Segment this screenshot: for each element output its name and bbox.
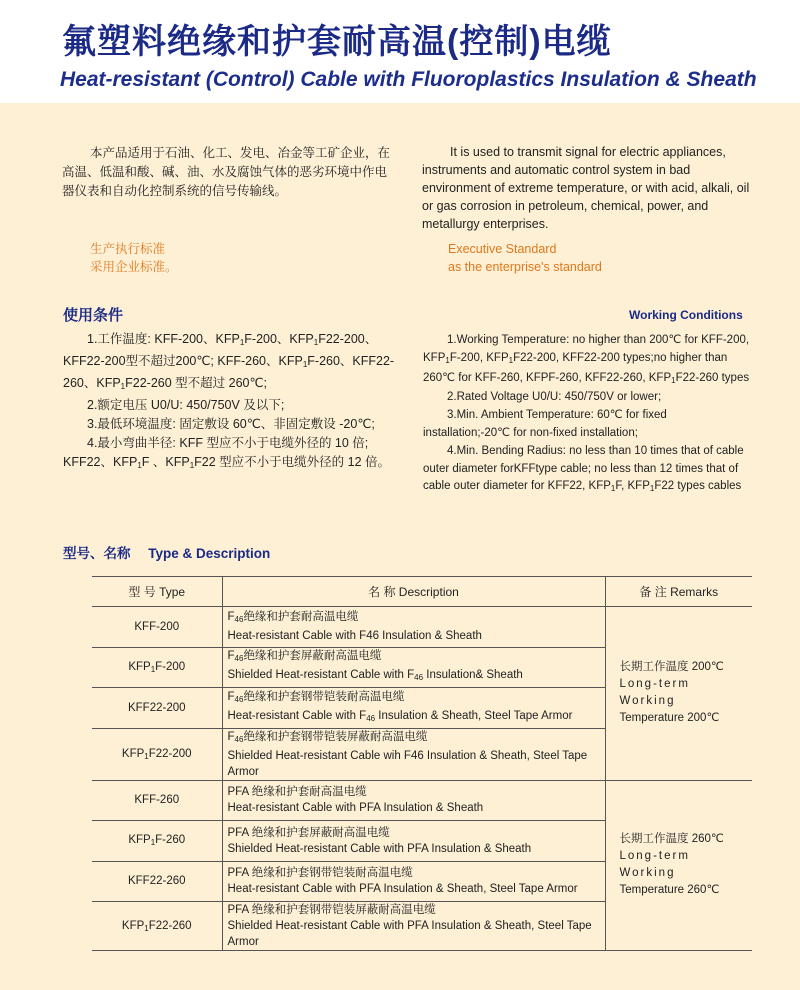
table-row [92, 780, 752, 821]
type-cell [92, 902, 222, 951]
intro-chinese: 本产品适用于石油、化工、发电、冶金等工矿企业，在高温、低温和酸、碱、油、水及腐蚀气体的恶劣环境中作电器仪表和自动化控制系统的信号传输线。 [62, 146, 391, 198]
table-row [92, 607, 752, 648]
remark-line: Temperature 200℃ [619, 712, 720, 725]
section-heading-cn: 型号、名称 [63, 546, 131, 561]
standard-label: Executive Standard [448, 242, 557, 256]
text-segment: F-200 [155, 660, 186, 673]
text-segment: PFA 绝缘和护套钢带铠装屏蔽耐高温电缆 [227, 904, 436, 916]
type-cell [92, 821, 222, 862]
subscript: 1 [189, 461, 195, 470]
text-segment: 绝缘和护套钢带铠装屏蔽耐高温电缆 [243, 730, 428, 743]
condition-item [423, 443, 757, 498]
type-cell [92, 861, 222, 902]
text-segment: Shielded Heat-resistant Cable with PFA Insulation & Sheath, Steel Tape Armor [227, 920, 592, 948]
description-cn [228, 729, 600, 748]
subscript: 1 [649, 484, 655, 494]
text-segment: F22-200, KFF22-200 types;no higher than 260℃ for KFF-260, KFPF-260, KFF22-260, KFP [423, 351, 728, 384]
description-en [228, 708, 600, 727]
remark-line: Long-term Working [619, 678, 690, 708]
text-segment: KFF22-200 [127, 701, 186, 714]
text-segment: 2.Rated Voltage U0/U: 450/750V or lower; [447, 391, 662, 404]
type-cell [92, 688, 222, 729]
title-chinese: 氟塑料绝缘和护套耐高温(控制)电缆 [62, 23, 612, 61]
subscript: 46 [366, 713, 376, 723]
description-cn [228, 784, 600, 800]
text-segment: 绝缘和护套耐高温电缆 [243, 611, 359, 624]
text-segment: F22-200、KFF22-200型不超过200℃; KFF-260、KFP [63, 332, 378, 368]
text-segment: 4.最小弯曲半径: KFF 型应不小于电缆外径的 10 倍; KFF22、KFP [63, 436, 369, 469]
text-segment: F22 型应不小于电缆外径的 12 倍。 [194, 455, 391, 469]
subscript: 1 [137, 461, 142, 470]
subscript: 1 [150, 838, 156, 848]
subscript: 1 [302, 360, 308, 369]
text-segment: F-260 [155, 834, 186, 847]
description-cn [228, 902, 600, 918]
standard-english [448, 240, 602, 276]
description-cn [228, 609, 600, 628]
text-segment: F22-200 [148, 747, 192, 760]
description-en [228, 918, 600, 950]
description-cell [222, 647, 605, 688]
description-cn [228, 865, 600, 881]
conditions-heading-cn: 使用条件 [63, 307, 124, 324]
description-cn [228, 825, 600, 841]
remarks-cell [605, 607, 752, 781]
subscript: 46 [234, 694, 244, 704]
description-en [228, 667, 600, 686]
description-cell [222, 728, 605, 780]
type-cell [92, 780, 222, 821]
description-en [228, 628, 600, 644]
condition-item [63, 434, 395, 475]
text-segment: Heat-resistant Cable with PFA Insulation & Sheath, Steel Tape Armor [227, 883, 578, 896]
subscript: 1 [144, 923, 149, 933]
text-segment: Heat-resistant Cable with F [227, 709, 367, 722]
conditions-list-cn [63, 330, 395, 475]
remark-line: 长期工作温度 260℃ [619, 833, 724, 846]
condition-item [63, 330, 395, 396]
standard-label: 生产执行标准 [90, 242, 166, 256]
subscript: 1 [671, 375, 676, 385]
text-segment: 绝缘和护套屏蔽耐高温电缆 [243, 650, 382, 663]
text-segment: Shielded Heat-resistant Cable wih F46 Insulation & Sheath, Steel Tape Armor [227, 749, 588, 778]
description-cell [222, 902, 605, 951]
text-segment: PFA 绝缘和护套屏蔽耐高温电缆 [227, 826, 390, 839]
text-segment: 1.Working Temperature: no higher than 200℃ for KFF-200, KFP [423, 334, 750, 364]
conditions-list-en [423, 332, 757, 498]
subscript: 1 [150, 664, 156, 674]
subscript: 1 [144, 751, 149, 761]
description-cell [222, 688, 605, 729]
condition-item [63, 415, 395, 434]
condition-item [423, 389, 757, 407]
description-cell [222, 780, 605, 821]
subscript: 1 [508, 355, 514, 365]
type-cell [92, 647, 222, 688]
text-segment: 绝缘和护套钢带铠装耐高温电缆 [243, 690, 405, 703]
text-segment: F [227, 730, 235, 743]
text-segment: 1.工作温度: KFF-200、KFP [87, 332, 240, 346]
subscript: 46 [234, 654, 244, 664]
text-segment: F [227, 611, 235, 624]
section-heading-en: Type & Description [148, 546, 271, 561]
conditions-heading-en: Working Conditions [629, 308, 743, 322]
text-segment: F-200、KFP [244, 332, 314, 346]
subscript: 46 [414, 673, 424, 683]
text-segment: 3.Min. Ambient Temperature: 60℃ for fixed installation;-20℃ for non-fixed installation; [423, 409, 667, 439]
text-segment: F, KFP [615, 480, 650, 493]
remark-line: 长期工作温度 200℃ [619, 661, 724, 674]
description-cell [222, 861, 605, 902]
text-segment: KFF-260 [134, 794, 180, 807]
header-description: 名 称 Description [222, 577, 605, 607]
text-segment: Heat-resistant Cable with F46 Insulation & Sheath [227, 630, 482, 643]
description-cell [222, 821, 605, 862]
text-segment: F22-260 型不超过 260℃; [125, 376, 267, 390]
text-segment: KFP [121, 747, 145, 760]
text-segment: Insulation & Sheath, Steel Tape Armor [375, 709, 573, 722]
text-segment: F [227, 650, 235, 663]
subscript: 1 [610, 484, 616, 494]
description-cell [222, 607, 605, 648]
subscript: 46 [234, 734, 244, 744]
text-segment: KFF22-260 [127, 875, 186, 888]
remark-line: Long-term Working [619, 850, 690, 880]
description-en [228, 881, 600, 897]
text-segment: F [227, 690, 235, 703]
subscript: 1 [313, 338, 319, 347]
text-segment: 4.Min. Bending Radius: no less than 10 times that of cable outer diameter forKFFtype cable; no less than 12 times that of cable outer diameter for KFF22, KFP [423, 444, 744, 493]
intro-english: It is used to transmit signal for electric appliances, instruments and automatic control system in bad environment of extreme temperature, or with acid, alkali, oil or gas corrosion in petroleum, chemical, power, and metallurgy enterprises. [422, 145, 750, 231]
standard-value: 采用企业标准。 [90, 260, 178, 274]
text-segment: PFA 绝缘和护套钢带铠装耐高温电缆 [227, 867, 413, 880]
text-segment: PFA 绝缘和护套耐高温电缆 [227, 786, 367, 799]
title-english: Heat-resistant (Control) Cable with Fluoroplastics Insulation & Sheath [60, 68, 757, 91]
text-segment: 2.额定电压 U0/U: 450/750V 及以下; [87, 398, 285, 412]
subscript: 1 [239, 338, 245, 347]
condition-item [423, 407, 757, 443]
remark-line: Temperature 260℃ [619, 884, 720, 897]
text-segment: F22 types cables [654, 480, 742, 493]
subscript: 1 [445, 355, 450, 365]
section-heading [63, 542, 270, 562]
type-cell [92, 607, 222, 648]
text-segment: KFF-200 [134, 620, 180, 633]
text-segment: F-200, KFP [449, 351, 509, 364]
description-en [228, 800, 600, 816]
type-cell [92, 728, 222, 780]
condition-item [423, 332, 757, 389]
text-segment: KFP [121, 919, 145, 932]
condition-item [63, 396, 395, 415]
text-segment: F22-260 [148, 919, 192, 932]
subscript: 46 [234, 615, 244, 625]
subscript: 1 [120, 382, 126, 391]
description-en [228, 841, 600, 857]
text-segment: KFP [128, 660, 151, 673]
text-segment: KFP [128, 834, 151, 847]
text-segment: 3.最低环境温度: 固定敷设 60℃、非固定敷设 -20℃; [87, 417, 375, 431]
description-en [228, 748, 600, 780]
text-segment: F22-260 types [675, 371, 750, 384]
description-cn [228, 648, 600, 667]
header-type: 型 号 Type [92, 577, 222, 607]
remarks-cell [605, 780, 752, 951]
standard-chinese [90, 240, 178, 276]
text-segment: Shielded Heat-resistant Cable with F [227, 669, 415, 682]
text-segment: F 、KFP [141, 455, 190, 469]
type-description-table [92, 576, 752, 951]
description-cn [228, 689, 600, 708]
text-segment: Insulation& Sheath [423, 669, 523, 682]
text-segment: F-260、KFF22-260、KFP [63, 354, 395, 390]
header-remarks: 备 注 Remarks [605, 577, 752, 607]
text-segment: Shielded Heat-resistant Cable with PFA Insulation & Sheath [227, 842, 532, 855]
text-segment: Heat-resistant Cable with PFA Insulation & Sheath [227, 802, 484, 815]
standard-value: as the enterprise's standard [448, 260, 602, 274]
